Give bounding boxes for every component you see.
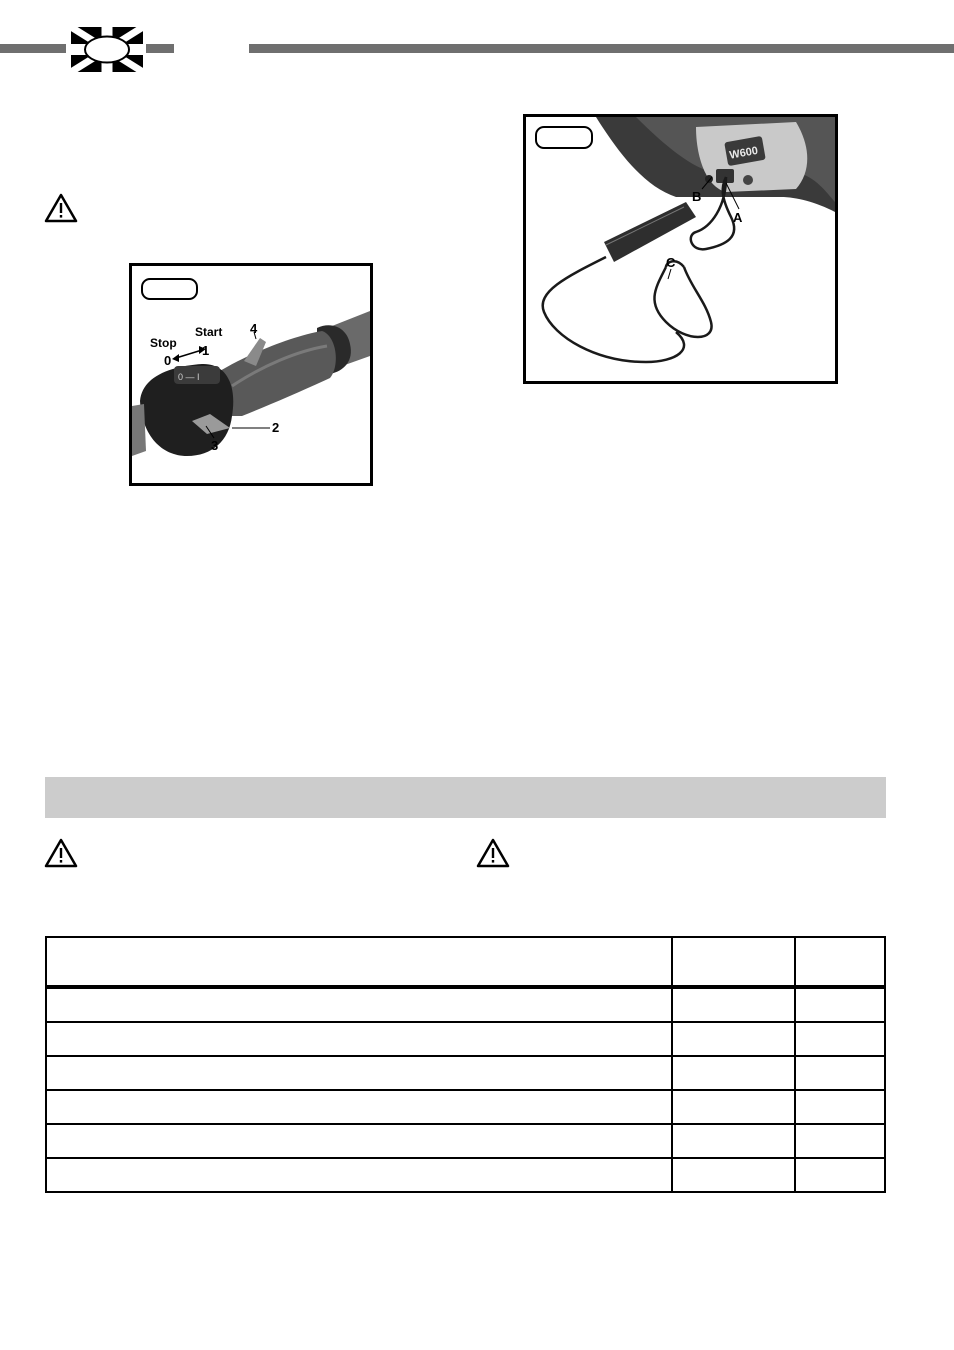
table-header-row xyxy=(46,937,885,987)
table-cell xyxy=(46,1158,672,1192)
table-row xyxy=(46,1124,885,1158)
svg-text:0 — I: 0 — I xyxy=(178,372,200,382)
table-cell xyxy=(672,987,795,1022)
label-one: 1 xyxy=(202,343,210,358)
label-3: 3 xyxy=(211,438,219,453)
table-cell xyxy=(672,1124,795,1158)
header-rule-mid xyxy=(146,44,174,53)
figure-handle-switch xyxy=(129,263,373,486)
table-row xyxy=(46,1022,885,1056)
figure-battery-charger xyxy=(523,114,838,384)
table-cell xyxy=(795,1022,885,1056)
table-cell xyxy=(672,1090,795,1124)
union-jack-flag-icon xyxy=(71,27,143,72)
warning-triangle-icon xyxy=(476,838,510,868)
label-2: 2 xyxy=(272,420,280,435)
handle-photo xyxy=(132,266,370,483)
header-rule-right xyxy=(249,44,954,53)
table-cell xyxy=(795,987,885,1022)
table-row xyxy=(46,1158,885,1192)
table-cell xyxy=(46,1124,672,1158)
table-cell xyxy=(795,1090,885,1124)
table-cell xyxy=(795,1056,885,1090)
table-cell xyxy=(672,1158,795,1192)
label-zero: 0 xyxy=(164,353,172,368)
header-rule-left xyxy=(0,44,66,53)
table-cell xyxy=(46,1056,672,1090)
warning-triangle-icon xyxy=(44,193,78,223)
table-header-cell xyxy=(795,937,885,987)
label-4: 4 xyxy=(250,321,258,336)
table-header-cell xyxy=(46,937,672,987)
table-cell xyxy=(795,1124,885,1158)
table-header-cell xyxy=(672,937,795,987)
table-row xyxy=(46,1056,885,1090)
table-cell xyxy=(46,987,672,1022)
spec-table xyxy=(45,936,886,1193)
label-a: A xyxy=(733,210,743,225)
label-c: C xyxy=(666,255,676,270)
table-cell xyxy=(46,1090,672,1124)
warning-triangle-icon xyxy=(44,838,78,868)
table-cell xyxy=(46,1022,672,1056)
label-start: Start xyxy=(195,325,223,339)
label-b: B xyxy=(692,189,702,204)
table-cell xyxy=(795,1158,885,1192)
charger-photo xyxy=(526,117,835,381)
table-cell xyxy=(672,1022,795,1056)
section-heading-band xyxy=(45,777,886,818)
label-brand: W600 xyxy=(728,144,759,162)
figure-number-tag xyxy=(535,126,593,149)
table-cell xyxy=(672,1056,795,1090)
table-row xyxy=(46,987,885,1022)
table-row xyxy=(46,1090,885,1124)
label-stop: Stop xyxy=(150,336,177,350)
